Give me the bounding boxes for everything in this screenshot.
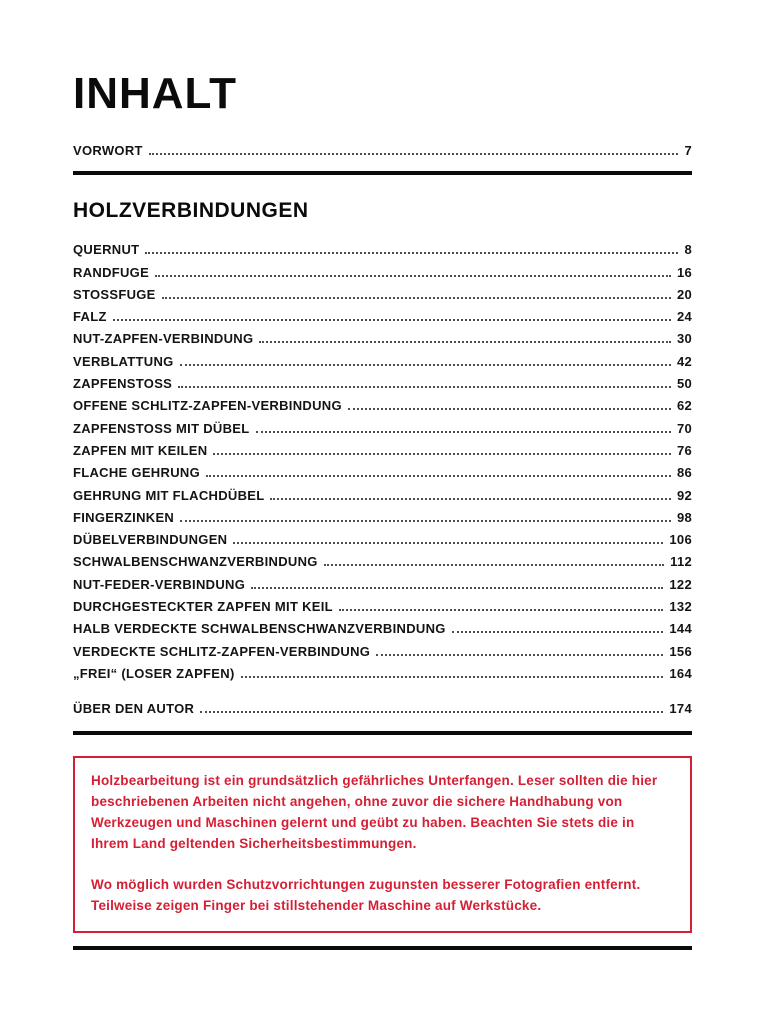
dotted-leader (206, 475, 671, 477)
dotted-leader (145, 252, 678, 254)
toc-row (73, 369, 692, 391)
dotted-leader (149, 153, 679, 155)
dotted-leader (270, 498, 670, 500)
toc-entry-label: SCHWALBENSCHWANZVERBINDUNG (73, 554, 318, 570)
toc-entry-label: QUERNUT (73, 242, 140, 258)
disclaimer-paragraph: Wo möglich wurden Schutzvorrichtungen zugunsten besserer Fotografien entfernt. Teilweise zeigen Finger bei stillstehender Maschine auf Werkstücke. (91, 876, 641, 913)
section-heading: HOLZVERBINDUNGEN (73, 199, 309, 222)
toc-entry-page: 62 (676, 398, 692, 414)
toc-entry-page: 86 (676, 465, 692, 481)
toc-entry-page: 42 (676, 353, 692, 369)
page-title: INHALT (73, 69, 238, 118)
toc-entry-label: GEHRUNG MIT FLACHDÜBEL (73, 487, 265, 503)
divider (73, 171, 692, 175)
toc-entry-page: 30 (676, 331, 692, 347)
dotted-leader (256, 431, 671, 433)
toc-entry-page: 144 (669, 621, 692, 637)
toc-row (73, 436, 692, 458)
toc-row (73, 458, 692, 480)
dotted-leader (348, 408, 671, 410)
toc-entry-page: 112 (670, 554, 692, 570)
toc-entry-label: FALZ (73, 309, 107, 325)
toc-entry-page: 50 (676, 376, 692, 392)
toc-row (73, 636, 692, 658)
disclaimer-paragraph: Holzbearbeitung ist ein grundsätzlich gefährliches Unterfangen. Leser sollten die hier beschriebenen Arbeiten nicht angehen, ohne zuvor die sichere Handhabung von Werkzeugen und Maschinen gelernt und geübt zu haben. Beachten Sie stets die in Ihrem Land geltenden Sicherheitsbestimmungen. (91, 772, 658, 851)
toc-entry-page: 16 (676, 264, 692, 280)
toc-entry-label: VERBLATTUNG (73, 353, 174, 369)
dotted-leader (452, 631, 664, 633)
toc-entry-page: 164 (669, 665, 692, 681)
toc-row-vorwort (73, 140, 692, 158)
toc-entry-page: 76 (676, 442, 692, 458)
toc-entry-page: 70 (676, 420, 692, 436)
toc-entry-label: FLACHE GEHRUNG (73, 465, 200, 481)
dotted-leader (180, 364, 671, 366)
dotted-leader (339, 609, 663, 611)
dotted-leader (233, 542, 663, 544)
dotted-leader (324, 564, 664, 566)
toc-row (73, 592, 692, 614)
toc-entry-label: ÜBER DEN AUTOR (73, 700, 195, 716)
toc-entry-label: ZAPFENSTOSS MIT DÜBEL (73, 420, 250, 436)
toc-entry-page: 7 (684, 143, 692, 158)
toc-entry-label: STOSSFUGE (73, 286, 156, 302)
safety-disclaimer-box (73, 756, 692, 934)
toc-entry-page: 122 (669, 576, 692, 592)
toc-row (73, 280, 692, 302)
toc-row (73, 413, 692, 435)
toc-entry-label: RANDFUGE (73, 264, 150, 280)
toc-row (73, 525, 692, 547)
dotted-leader (155, 275, 671, 277)
toc-entry-label: FINGERZINKEN (73, 509, 175, 525)
dotted-leader (213, 453, 671, 455)
toc-entry-page: 20 (676, 286, 692, 302)
dotted-leader (241, 676, 664, 678)
toc-row-autor (73, 694, 692, 716)
toc-entry-label: HALB VERDECKTE SCHWALBENSCHWANZVERBINDUNG (73, 621, 446, 637)
toc-entry-label: DÜBELVERBINDUNGEN (73, 532, 228, 548)
toc-entry-label: VERDECKTE SCHLITZ-ZAPFEN-VERBINDUNG (73, 643, 371, 659)
toc-row (73, 503, 692, 525)
toc-row (73, 391, 692, 413)
dotted-leader (113, 319, 671, 321)
toc-entry-label: ZAPFENSTOSS (73, 376, 173, 392)
toc-entry-page: 174 (669, 700, 692, 716)
divider (73, 946, 692, 950)
toc-entry-list (73, 235, 692, 681)
dotted-leader (376, 654, 663, 656)
divider (73, 731, 692, 735)
dotted-leader (162, 297, 671, 299)
toc-entry-page: 132 (669, 599, 692, 615)
toc-entry-page: 24 (676, 309, 692, 325)
toc-entry-label: NUT-ZAPFEN-VERBINDUNG (73, 331, 254, 347)
dotted-leader (180, 520, 671, 522)
toc-entry-label: NUT-FEDER-VERBINDUNG (73, 576, 246, 592)
toc-entry-page: 98 (676, 509, 692, 525)
dotted-leader (259, 341, 671, 343)
toc-entry-page: 106 (669, 532, 692, 548)
toc-row (73, 547, 692, 569)
toc-entry-page: 8 (684, 242, 692, 258)
toc-row (73, 614, 692, 636)
toc-entry-page: 156 (669, 643, 692, 659)
toc-entry-label: „FREI“ (LOSER ZAPFEN) (73, 665, 235, 681)
toc-entry-label: ZAPFEN MIT KEILEN (73, 442, 208, 458)
toc-row (73, 569, 692, 591)
dotted-leader (200, 711, 663, 713)
dotted-leader (251, 587, 663, 589)
toc-row (73, 480, 692, 502)
toc-row (73, 302, 692, 324)
toc-row (73, 346, 692, 368)
toc-row (73, 235, 692, 257)
toc-entry-label: VORWORT (73, 143, 143, 158)
dotted-leader (178, 386, 671, 388)
toc-entry-label: OFFENE SCHLITZ-ZAPFEN-VERBINDUNG (73, 398, 342, 414)
toc-row (73, 659, 692, 681)
toc-row (73, 324, 692, 346)
toc-row (73, 257, 692, 279)
toc-entry-label: DURCHGESTECKTER ZAPFEN MIT KEIL (73, 599, 333, 615)
toc-entry-page: 92 (676, 487, 692, 503)
